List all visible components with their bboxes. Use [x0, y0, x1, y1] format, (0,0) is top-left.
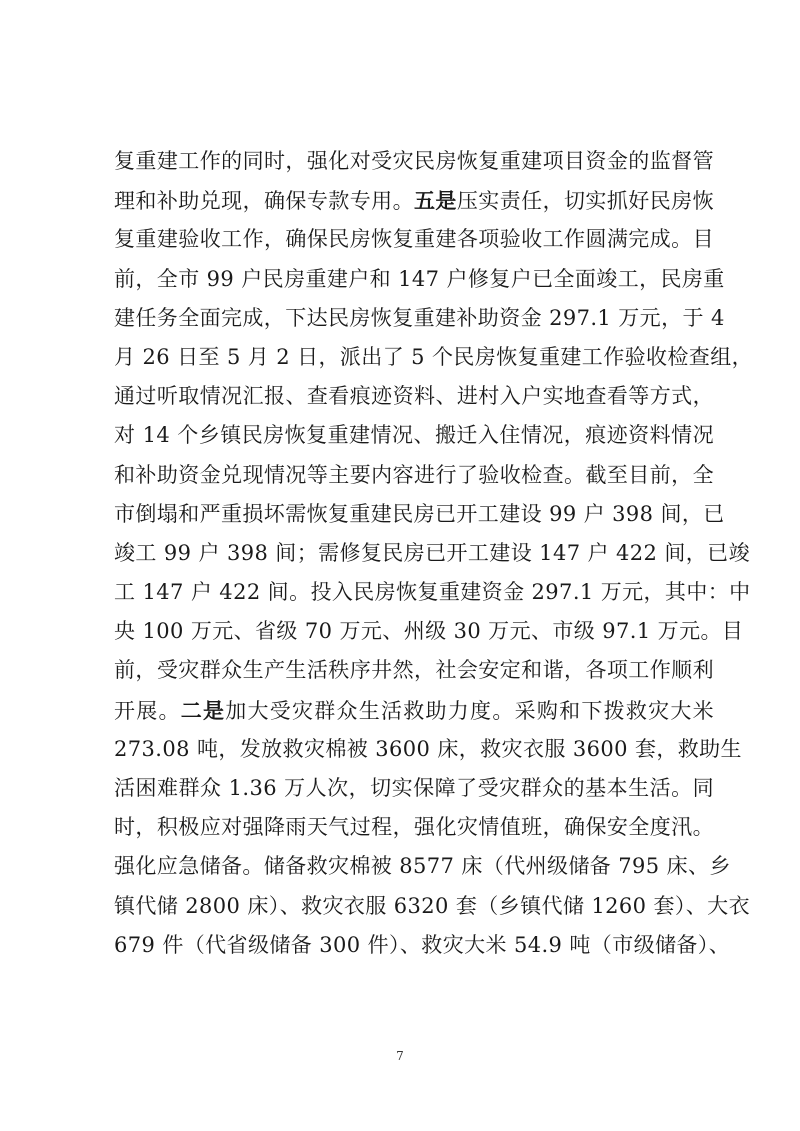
- text-line: [114, 338, 754, 377]
- bold-text-segment: 二是: [180, 697, 226, 723]
- text-segment: 对 14 个乡镇民房恢复重建情况、搬迁入住情况，痕迹资料情况: [114, 423, 714, 448]
- text-segment: 央 100 万元、省级 70 万元、州级 30 万元、市级 97.1 万元。目: [114, 619, 744, 644]
- page-number: 7: [396, 1049, 404, 1063]
- body-text: [114, 142, 754, 965]
- text-line: [114, 926, 731, 965]
- text-line: [114, 651, 714, 690]
- text-line: [114, 377, 714, 416]
- text-segment: 加大受灾群众生活救助力度。采购和下拨救灾大米: [225, 698, 714, 723]
- text-segment: 活困难群众 1.36 万人次，切实保障了受灾群众的基本生活。同: [114, 776, 714, 800]
- text-line: [114, 456, 714, 495]
- text-segment: 开展。: [114, 698, 181, 723]
- text-segment: 竣工 99 户 398 间；需修复民房已开工建设 147 户 422 间，已竣: [114, 540, 750, 565]
- text-segment: 前，全市 99 户民房重建户和 147 户修复户已全面竣工，民房重: [114, 266, 725, 291]
- text-segment: 压实责任，切实抓好民房恢: [456, 189, 714, 214]
- text-line: [114, 260, 725, 299]
- text-line: [114, 181, 714, 220]
- text-segment: 市倒塌和严重损坏需恢复重建民房已开工建设 99 户 398 间，已: [114, 501, 725, 526]
- text-segment: 和补助资金兑现情况等主要内容进行了验收检查。截至目前，全: [114, 462, 714, 487]
- text-segment: 273.08 吨，发放救灾棉被 3600 床，救灾衣服 3600 套，救助生: [114, 736, 742, 761]
- text-line: [114, 730, 742, 769]
- text-segment: 镇代储 2800 床）、救灾衣服 6320 套（乡镇代储 1260 套）、大衣: [114, 893, 750, 918]
- text-segment: 复重建验收工作，确保民房恢复重建各项验收工作圆满完成。目: [114, 227, 714, 252]
- text-line: [114, 495, 725, 534]
- text-line: [114, 299, 725, 338]
- text-segment: 679 件（代省级储备 300 件）、救灾大米 54.9 吨（市级储备）、: [114, 932, 731, 957]
- text-line: [114, 769, 714, 808]
- text-segment: 工 147 户 422 间。投入民房恢复重建资金 297.1 万元，其中：中: [114, 580, 751, 605]
- text-segment: 复重建工作的同时，强化对受灾民房恢复重建项目资金的监督管: [114, 149, 714, 173]
- text-line: [114, 416, 714, 455]
- text-line: [114, 887, 750, 926]
- bold-text-segment: 五是: [414, 188, 457, 214]
- text-line: [114, 142, 714, 181]
- text-segment: 月 26 日至 5 月 2 日，派出了 5 个民房恢复重建工作验收检查组，: [114, 344, 754, 369]
- text-line: [114, 612, 744, 651]
- text-line: [114, 691, 714, 730]
- text-segment: 通过听取情况汇报、查看痕迹资料、进村入户实地查看等方式，: [114, 384, 714, 409]
- text-segment: 前，受灾群众生产生活秩序井然，社会安定和谐，各项工作顺利: [114, 658, 714, 683]
- text-segment: 强化应急储备。储备救灾棉被 8577 床（代州级储备 795 床、乡: [114, 854, 731, 879]
- text-line: [114, 534, 750, 573]
- text-line: [114, 573, 751, 612]
- text-segment: 建任务全面完成，下达民房恢复重建补助资金 297.1 万元，于 4: [114, 305, 725, 330]
- text-line: [114, 847, 731, 886]
- text-line: [114, 220, 714, 259]
- text-line: [114, 808, 714, 847]
- text-segment: 理和补助兑现，确保专款专用。: [114, 189, 414, 214]
- text-segment: 时，积极应对强降雨天气过程，强化灾情值班，确保安全度汛。: [114, 815, 714, 840]
